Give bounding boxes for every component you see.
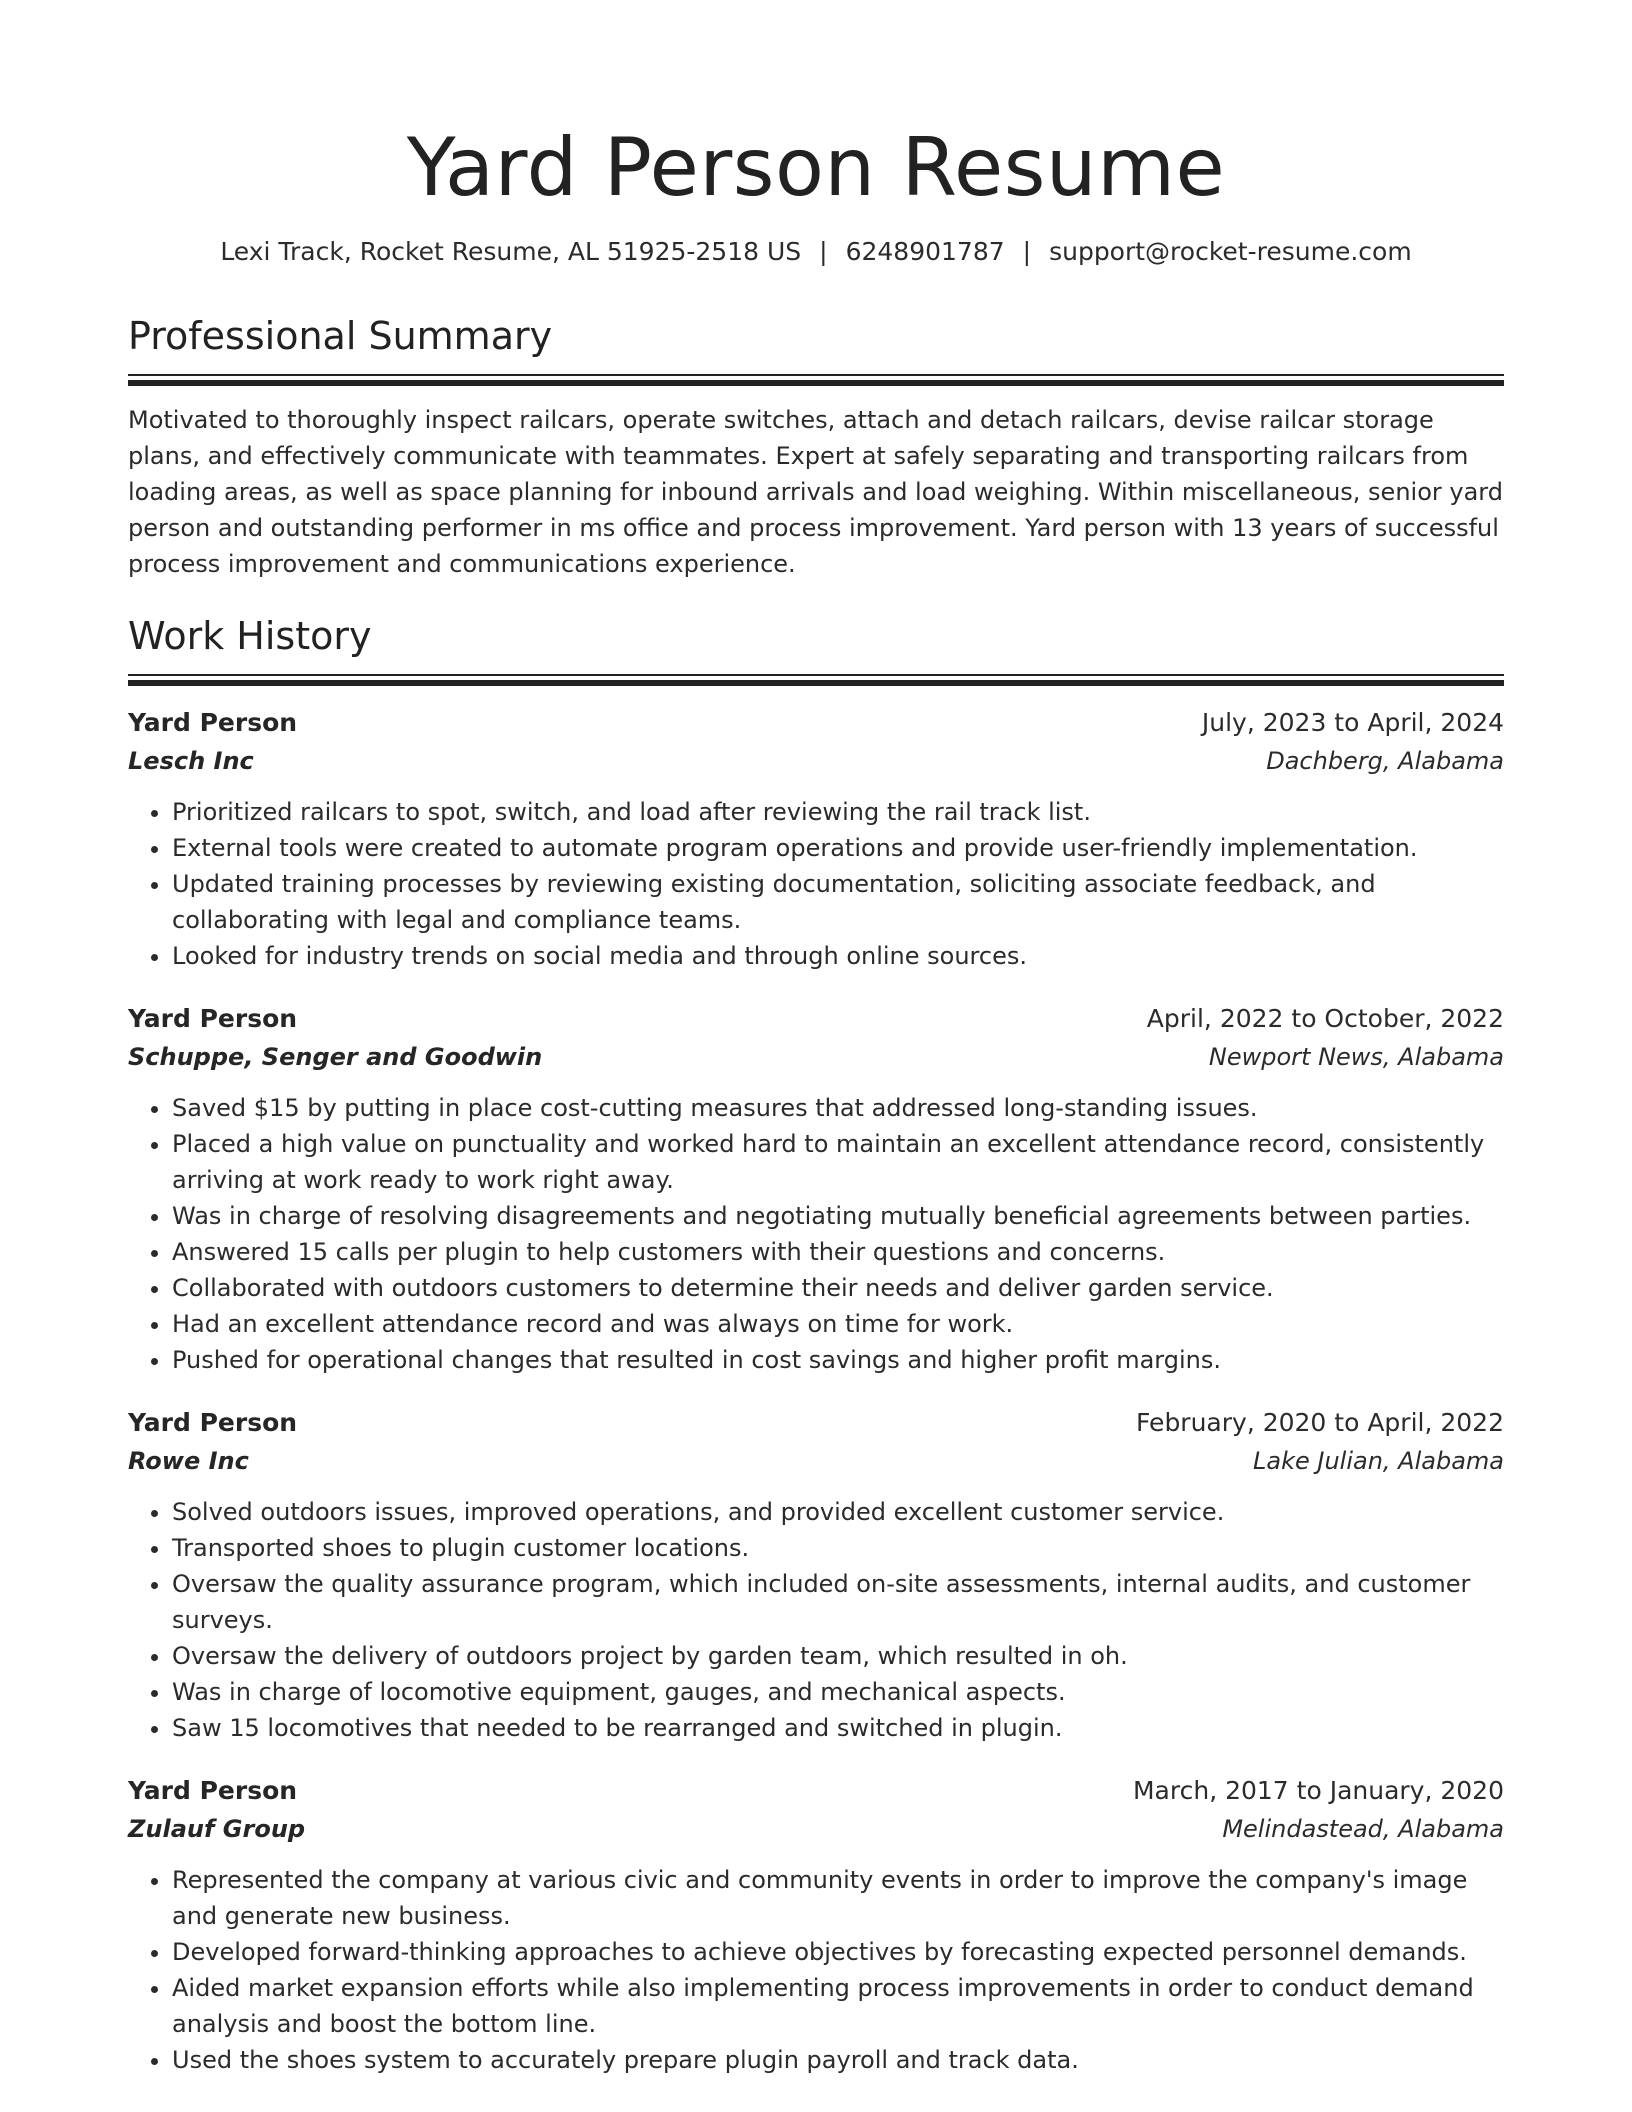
job-location: Lake Julian, Alabama — [1253, 1447, 1504, 1475]
section-divider — [128, 374, 1504, 386]
job-bullet: • Saw 15 locomotives that needed to be rearranged and switched in plugin. — [172, 1710, 1504, 1746]
resume-page — [128, 0, 1504, 2078]
job-bullet: • Solved outdoors issues, improved operations, and provided excellent customer service. — [172, 1494, 1504, 1530]
job-dates: March, 2017 to January, 2020 — [1132, 1776, 1504, 1805]
job-bullet: • Was in charge of locomotive equipment, gauges, and mechanical aspects. — [172, 1674, 1504, 1710]
job-title: Yard Person — [128, 1408, 298, 1437]
job-bullet: • Represented the company at various civic and community events in order to improve the company's image and generate new business. — [172, 1862, 1504, 1934]
company-name: Lesch Inc — [128, 747, 254, 775]
job-bullet: • Aided market expansion efforts while also implementing process improvements in order to conduct demand analysis and boost the bottom line. — [172, 1970, 1504, 2042]
job-title: Yard Person — [128, 708, 298, 737]
work-history-heading: Work History — [128, 614, 372, 658]
job-bullet: • Transported shoes to plugin customer locations. — [172, 1530, 1504, 1566]
job-bullet: • Oversaw the quality assurance program, which included on-site assessments, internal audits, and customer surveys. — [172, 1566, 1504, 1638]
contact-email: support@rocket-resume.com — [1049, 237, 1412, 266]
job-entry — [128, 1404, 1504, 1746]
job-entry — [128, 704, 1504, 974]
summary-text: Motivated to thoroughly inspect railcars, operate switches, attach and detach railcars, devise railcar storage plans, and effectively communicate with teammates. Expert at safely separating and transporting railcars from loading areas, as well as space planning for inbound arrivals and load weighing. Within miscellaneous, senior yard person and outstanding performer in ms office and process improvement. Yard person with 13 years of successful process improvement and communications experience. — [128, 406, 1503, 578]
company-name: Schuppe, Senger and Goodwin — [128, 1043, 543, 1071]
company-name: Rowe Inc — [128, 1447, 249, 1475]
job-title: Yard Person — [128, 1776, 298, 1805]
job-dates: July, 2023 to April, 2024 — [1201, 708, 1504, 737]
contact-line — [128, 234, 1504, 270]
job-title: Yard Person — [128, 1004, 298, 1033]
job-location: Melindastead, Alabama — [1222, 1815, 1504, 1843]
company-name: Zulauf Group — [128, 1815, 306, 1843]
job-bullets — [128, 1090, 1504, 1378]
job-entry — [128, 1772, 1504, 2078]
contact-phone: 6248901787 — [845, 237, 1005, 266]
job-bullet: • Prioritized railcars to spot, switch, and load after reviewing the rail track list. — [172, 794, 1504, 830]
section-divider — [128, 674, 1504, 686]
summary-section — [128, 312, 1504, 582]
contact-address: Lexi Track, Rocket Resume, AL 51925-2518 US — [220, 237, 802, 266]
job-bullet: • Saved $15 by putting in place cost-cutting measures that addressed long-standing issues. — [172, 1090, 1504, 1126]
job-location: Dachberg, Alabama — [1266, 747, 1504, 775]
summary-heading: Professional Summary — [128, 314, 553, 358]
job-bullet: • Looked for industry trends on social media and through online sources. — [172, 938, 1504, 974]
job-bullet: • Had an excellent attendance record and was always on time for work. — [172, 1306, 1504, 1342]
job-bullet: • Pushed for operational changes that resulted in cost savings and higher profit margins. — [172, 1342, 1504, 1378]
job-bullets — [128, 1494, 1504, 1746]
contact-separator: | — [1022, 237, 1032, 266]
job-bullet: • Developed forward-thinking approaches to achieve objectives by forecasting expected personnel demands. — [172, 1934, 1504, 1970]
job-bullets — [128, 794, 1504, 974]
job-entry — [128, 1000, 1504, 1378]
job-bullet: • Was in charge of resolving disagreements and negotiating mutually beneficial agreements between parties. — [172, 1198, 1504, 1234]
job-bullet: • Placed a high value on punctuality and worked hard to maintain an excellent attendance record, consistently arriving at work ready to work right away. — [172, 1126, 1504, 1198]
job-bullets — [128, 1862, 1504, 2078]
work-history-section — [128, 612, 1504, 2078]
job-bullet: • Oversaw the delivery of outdoors project by garden team, which resulted in oh. — [172, 1638, 1504, 1674]
contact-separator: | — [819, 237, 828, 266]
page-title: Yard Person Resume — [406, 121, 1226, 214]
job-bullet: • Updated training processes by reviewing existing documentation, soliciting associate feedback, and collaborating with legal and compliance teams. — [172, 866, 1504, 938]
job-dates: February, 2020 to April, 2022 — [1136, 1408, 1504, 1437]
job-bullet: • External tools were created to automate program operations and provide user-friendly implementation. — [172, 830, 1504, 866]
job-bullet: • Collaborated with outdoors customers to determine their needs and deliver garden service. — [172, 1270, 1504, 1306]
job-dates: April, 2022 to October, 2022 — [1146, 1004, 1504, 1033]
job-bullet: • Used the shoes system to accurately prepare plugin payroll and track data. — [172, 2042, 1504, 2078]
job-bullet: • Answered 15 calls per plugin to help customers with their questions and concerns. — [172, 1234, 1504, 1270]
job-location: Newport News, Alabama — [1208, 1043, 1504, 1071]
